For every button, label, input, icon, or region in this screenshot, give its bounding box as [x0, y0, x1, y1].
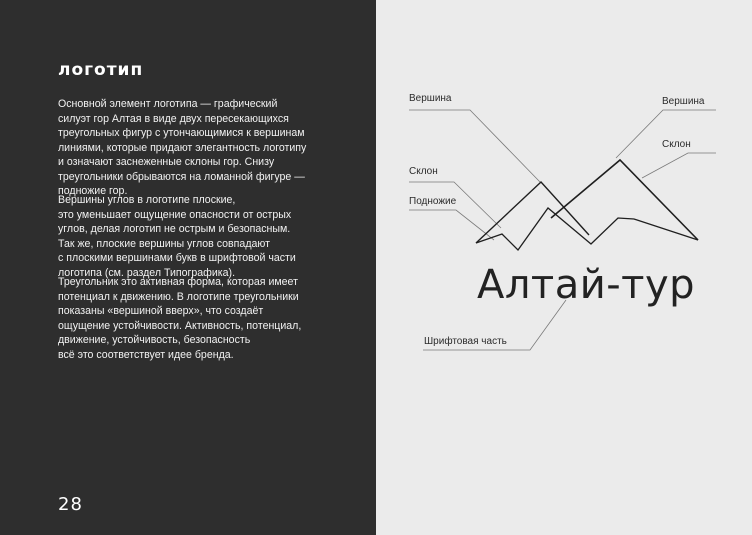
paragraph-logo-description: Основной элемент логотипа — графический силуэт гор Алтая в виде двух пересекающихся треугольных фигур с утончающимися к вершинам линиями, которые придают элегантность логотипу и означают заснеженные склоны гор. Снизу треугольники обрываются на ломанной фигуре — подножие гор. — [58, 98, 307, 197]
mountain-logo-icon — [476, 160, 698, 250]
page-title: логотип — [58, 60, 144, 80]
mountain-left-triangle — [476, 182, 589, 243]
mountain-right-triangle — [551, 160, 698, 240]
label-wordmark: Шрифтовая часть — [424, 336, 507, 347]
label-foot: Подножие — [409, 196, 457, 207]
label-peak-left: Вершина — [409, 93, 452, 104]
leader-peak-right — [616, 110, 716, 158]
label-slope-right: Склон — [662, 139, 691, 150]
label-peak-right: Вершина — [662, 96, 705, 107]
leader-slope-right — [642, 153, 716, 178]
label-slope-left: Склон — [409, 166, 438, 177]
brand-wordmark: Алтай-тур — [477, 262, 696, 308]
mountain-foot-line — [476, 208, 698, 250]
paragraph-flat-peaks: Вершины углов в логотипе плоские, это уменьшает ощущение опасности от острых углов, делая логотип не острым и безопасным. Так же, плоские вершины углов совпадают с плоскими вершинами букв в шрифтовой части логотипа (см. раздел Типографика). — [58, 194, 296, 279]
leader-foot — [409, 210, 494, 240]
paragraph-triangle-meaning: Треугольник это активная форма, которая имеет потенциал к движению. В логотипе треугольники показаны «вершиной вверх», что создаёт ощущение устойчивости. Активность, потенциал, движение, устойчивость, безопасность всё это соответствует идее бренда. — [58, 276, 302, 361]
page-number: 28 — [58, 494, 83, 515]
